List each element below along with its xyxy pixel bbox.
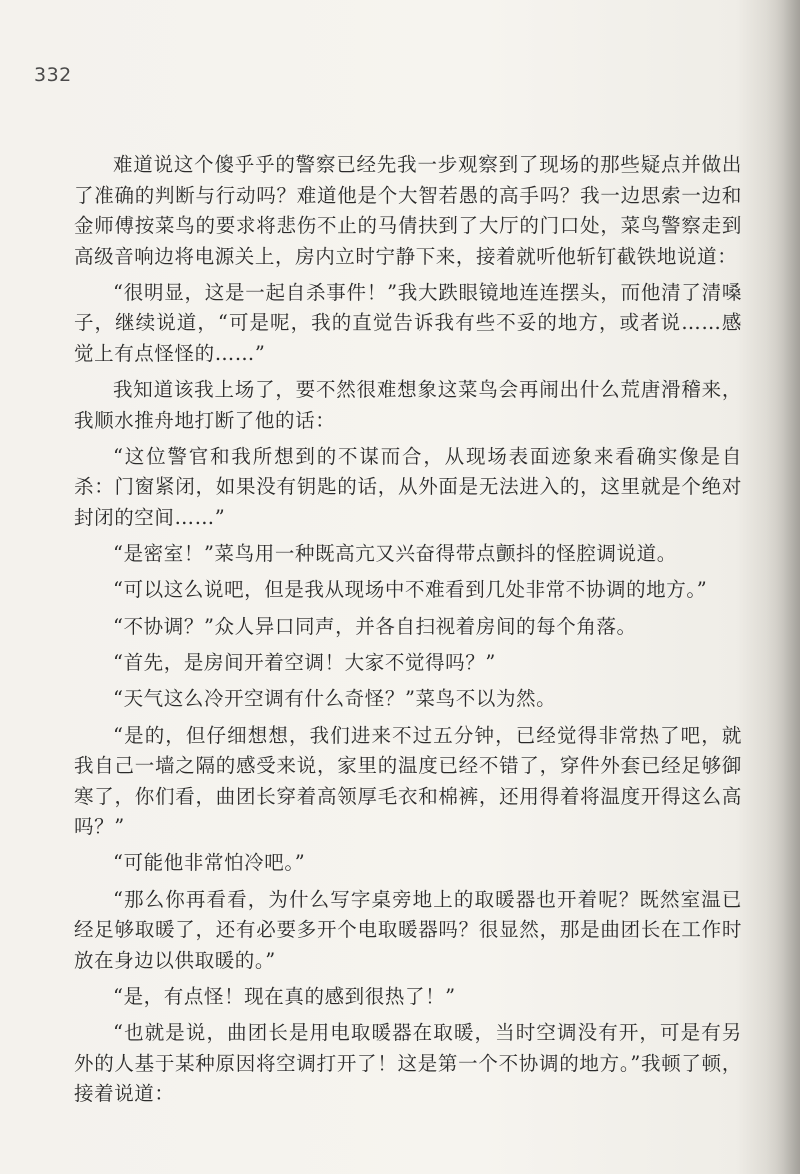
paragraph: “天气这么冷开空调有什么奇怪？”菜鸟不以为然。 (113, 687, 557, 711)
paragraph: “是密室！”菜鸟用一种既高亢又兴奋得带点颤抖的怪腔调说道。 (113, 542, 677, 566)
paragraph: “是，有点怪！现在真的感到很热了！” (113, 985, 456, 1009)
paragraph: “可以这么说吧，但是我从现场中不难看到几处非常不协调的地方。” (113, 578, 708, 602)
page-edge-shadow (766, 0, 800, 1174)
paragraph: “首先，是房间开着空调！大家不觉得吗？” (113, 651, 496, 675)
page-number: 332 (34, 64, 72, 86)
paragraph: “这位警官和我所想到的不谋而合，从现场表面迹象来看确实像是自杀：门窗紧闭，如果没有钥匙的话，从外面是无法进入的，这里就是个绝对封闭的空间……” (74, 444, 742, 529)
paragraph: “也就是说，曲团长是用电取暖器在取暖，当时空调没有开，可是有另外的人基于某种原因将空调打开了！这是第一个不协调的地方。”我顿了顿，接着说道： (74, 1021, 742, 1106)
paragraph: “可能他非常怕冷吧。” (113, 851, 306, 875)
body-text (74, 150, 742, 1116)
paragraph: “不协调？”众人异口同声，并各自扫视着房间的每个角落。 (113, 614, 637, 638)
paragraph: “是的，但仔细想想，我们进来不过五分钟，已经觉得非常热了吧，就我自己一墙之隔的感受来说，家里的温度已经不错了，穿件外套已经足够御寒了，你们看，曲团长穿着高领厚毛衣和棉裤，还用得着将温度开得这么高吗？” (74, 723, 742, 839)
paragraph: “很明显，这是一起自杀事件！”我大跌眼镜地连连摆头，而他清了清嗓子，继续说道，“可是呢，我的直觉告诉我有些不妥的地方，或者说……感觉上有点怪怪的……” (74, 280, 742, 365)
paragraph: “那么你再看看，为什么写字桌旁地上的取暖器也开着呢？既然室温已经足够取暖了，还有必要多开个电取暖器吗？很显然，那是曲团长在工作时放在身边以供取暖的。” (74, 887, 742, 972)
paragraph: 我知道该我上场了，要不然很难想象这菜鸟会再闹出什么荒唐滑稽来，我顺水推舟地打断了他的话： (74, 378, 742, 432)
paragraph: 难道说这个傻乎乎的警察已经先我一步观察到了现场的那些疑点并做出了准确的判断与行动吗？难道他是个大智若愚的高手吗？我一边思索一边和金师傅按菜鸟的要求将悲伤不止的马倩扶到了大厅的门口处，菜鸟警察走到高级音响边将电源关上，房内立时宁静下来，接着就听他斩钉截铁地说道： (74, 153, 742, 268)
